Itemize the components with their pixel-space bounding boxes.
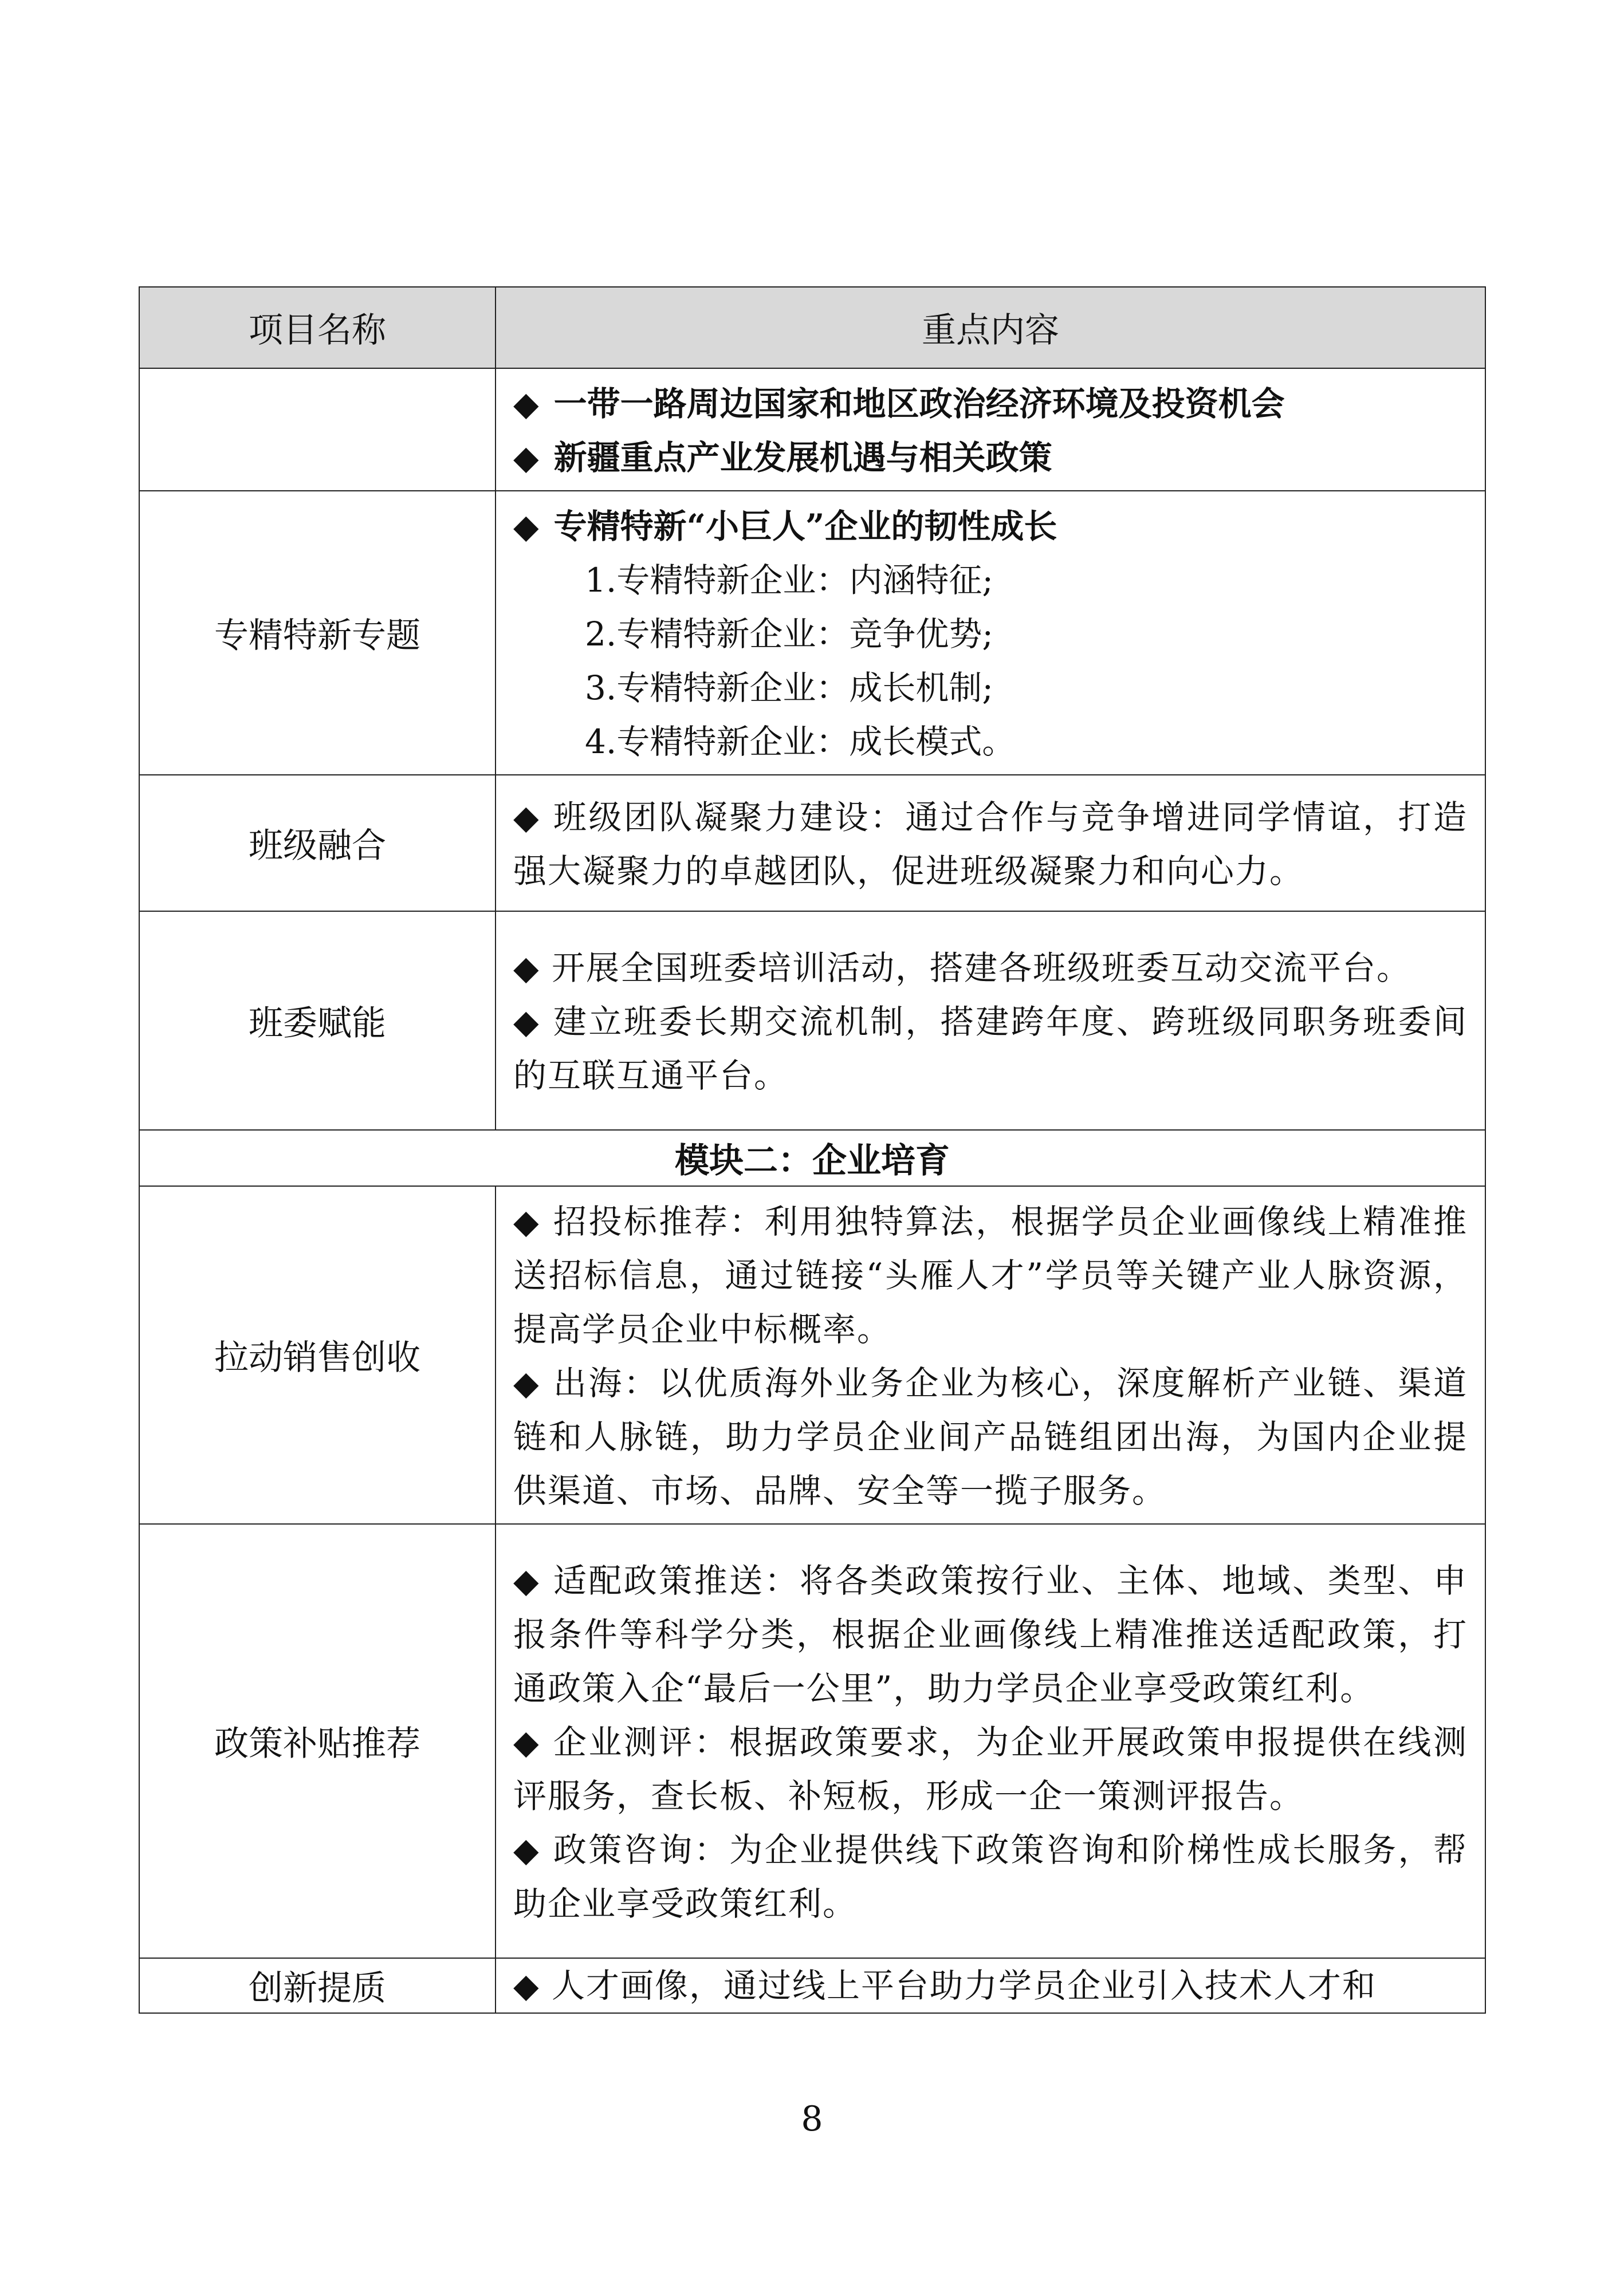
row-name-cell: 政策补贴推荐 [139, 1524, 496, 1958]
table-header-row [139, 287, 1485, 368]
table-row [139, 1958, 1485, 2013]
bullet-line [513, 377, 1468, 431]
paragraph: ◆ 班级团队凝聚力建设：通过合作与竞争增进同学情谊，打造强大凝聚力的卓越团队，促进班级凝聚力和向心力。 [513, 798, 1468, 891]
paragraph: ◆ 开展全国班委培训活动，搭建各班级班委互动交流平台。 [513, 948, 1411, 987]
table-row [139, 1524, 1485, 1958]
diamond-bullet-icon: ◆ [513, 507, 539, 546]
table-row [139, 491, 1485, 775]
row-content-cell [496, 1524, 1485, 1958]
row-name-cell [139, 368, 496, 491]
page-number: 8 [801, 2099, 823, 2139]
row-content-cell [496, 775, 1485, 911]
paragraph: ◆ 人才画像，通过线上平台助力学员企业引入技术人才和 [513, 1966, 1377, 2005]
diamond-bullet-icon: ◆ [513, 384, 539, 423]
row-name-cell: 班委赋能 [139, 911, 496, 1130]
row-name-cell: 创新提质 [139, 1958, 496, 2013]
row-content-cell [496, 1958, 1485, 2013]
paragraph: ◆ 招投标推荐：利用独特算法，根据学员企业画像线上精准推送招标信息，通过链接“头雁人才”学员等关键产业人脉资源，提高学员企业中标概率。 [513, 1202, 1468, 1349]
header-key-content: 重点内容 [496, 287, 1485, 368]
list-item: 1.专精特新企业：内涵特征; [585, 561, 993, 600]
header-project-name: 项目名称 [139, 287, 496, 368]
bullet-text: 一带一路周边国家和地区政治经济环境及投资机会 [553, 384, 1285, 423]
paragraph: ◆ 企业测评：根据政策要求，为企业开展政策申报提供在线测评服务，查长板、补短板，形成一企一策测评报告。 [513, 1723, 1468, 1815]
table-row [139, 1186, 1485, 1524]
bullet-text: 专精特新“小巨人”企业的韧性成长 [553, 507, 1057, 546]
list-item: 4.专精特新企业：成长模式。 [585, 722, 1016, 761]
module-row [139, 1130, 1485, 1186]
list-item: 3.专精特新企业：成长机制; [585, 668, 993, 707]
paragraph: ◆ 适配政策推送：将各类政策按行业、主体、地域、类型、申报条件等科学分类，根据企业画像线上精准推送适配政策，打通政策入企“最后一公里”，助力学员企业享受政策红利。 [513, 1561, 1468, 1708]
table-row [139, 368, 1485, 491]
row-name-cell: 班级融合 [139, 775, 496, 911]
table-row [139, 911, 1485, 1130]
bullet-line [513, 431, 1468, 485]
bullet-text: 新疆重点产业发展机遇与相关政策 [553, 438, 1052, 477]
row-content-cell [496, 1186, 1485, 1524]
paragraph: ◆ 政策咨询：为企业提供线下政策咨询和阶梯性成长服务，帮助企业享受政策红利。 [513, 1830, 1468, 1923]
bullet-line [513, 499, 1468, 553]
row-content-cell [496, 491, 1485, 775]
paragraph: ◆ 出海：以优质海外业务企业为核心，深度解析产业链、渠道链和人脉链，助力学员企业间产品链组团出海，为国内企业提供渠道、市场、品牌、安全等一揽子服务。 [513, 1364, 1468, 1510]
diamond-bullet-icon: ◆ [513, 438, 539, 477]
row-content-cell [496, 368, 1485, 491]
list-item: 2.专精特新企业：竞争优势; [585, 615, 993, 653]
content-table [139, 286, 1486, 2014]
row-name-cell: 专精特新专题 [139, 491, 496, 775]
row-content-cell [496, 911, 1485, 1130]
table-row [139, 775, 1485, 911]
module-title: 模块二：企业培育 [139, 1130, 1485, 1186]
row-name-cell: 拉动销售创收 [139, 1186, 496, 1524]
paragraph: ◆ 建立班委长期交流机制，搭建跨年度、跨班级同职务班委间的互联互通平台。 [513, 1002, 1468, 1095]
